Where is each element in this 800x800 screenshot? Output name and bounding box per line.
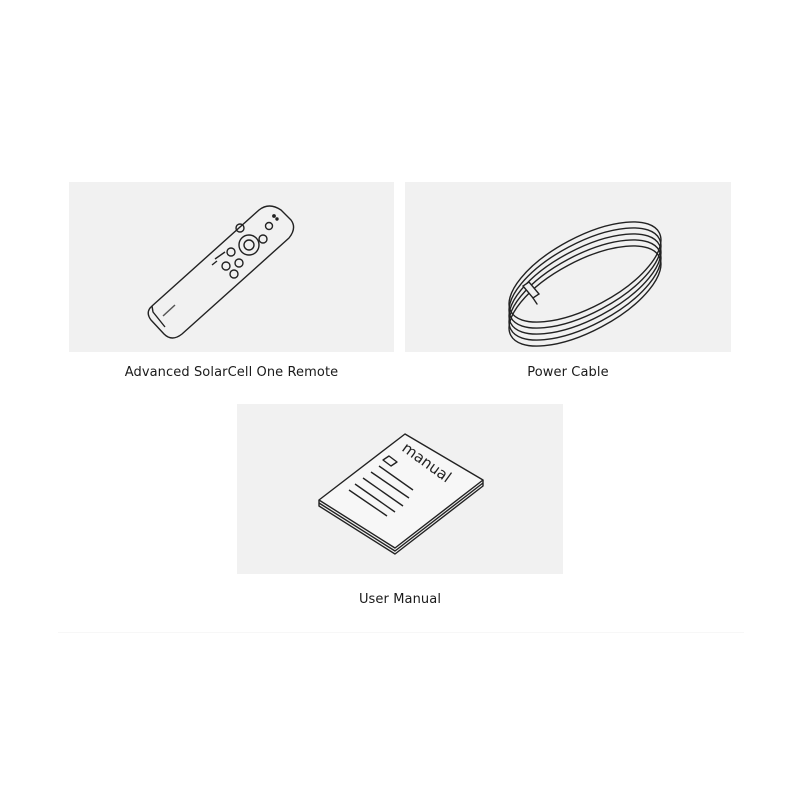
manual-book-icon	[237, 404, 563, 574]
divider	[58, 632, 744, 633]
remote-caption: Advanced SolarCell One Remote	[124, 365, 339, 380]
manual-caption: User Manual	[358, 592, 442, 607]
remote-logo-mark	[163, 305, 175, 316]
manual-cover-title: manual	[398, 438, 455, 487]
cable-caption: Power Cable	[527, 365, 609, 380]
remote-control-icon	[69, 182, 394, 352]
remote-card	[69, 182, 394, 352]
power-cable-icon	[405, 182, 731, 352]
cable-card	[405, 182, 731, 352]
manual-card	[237, 404, 563, 574]
